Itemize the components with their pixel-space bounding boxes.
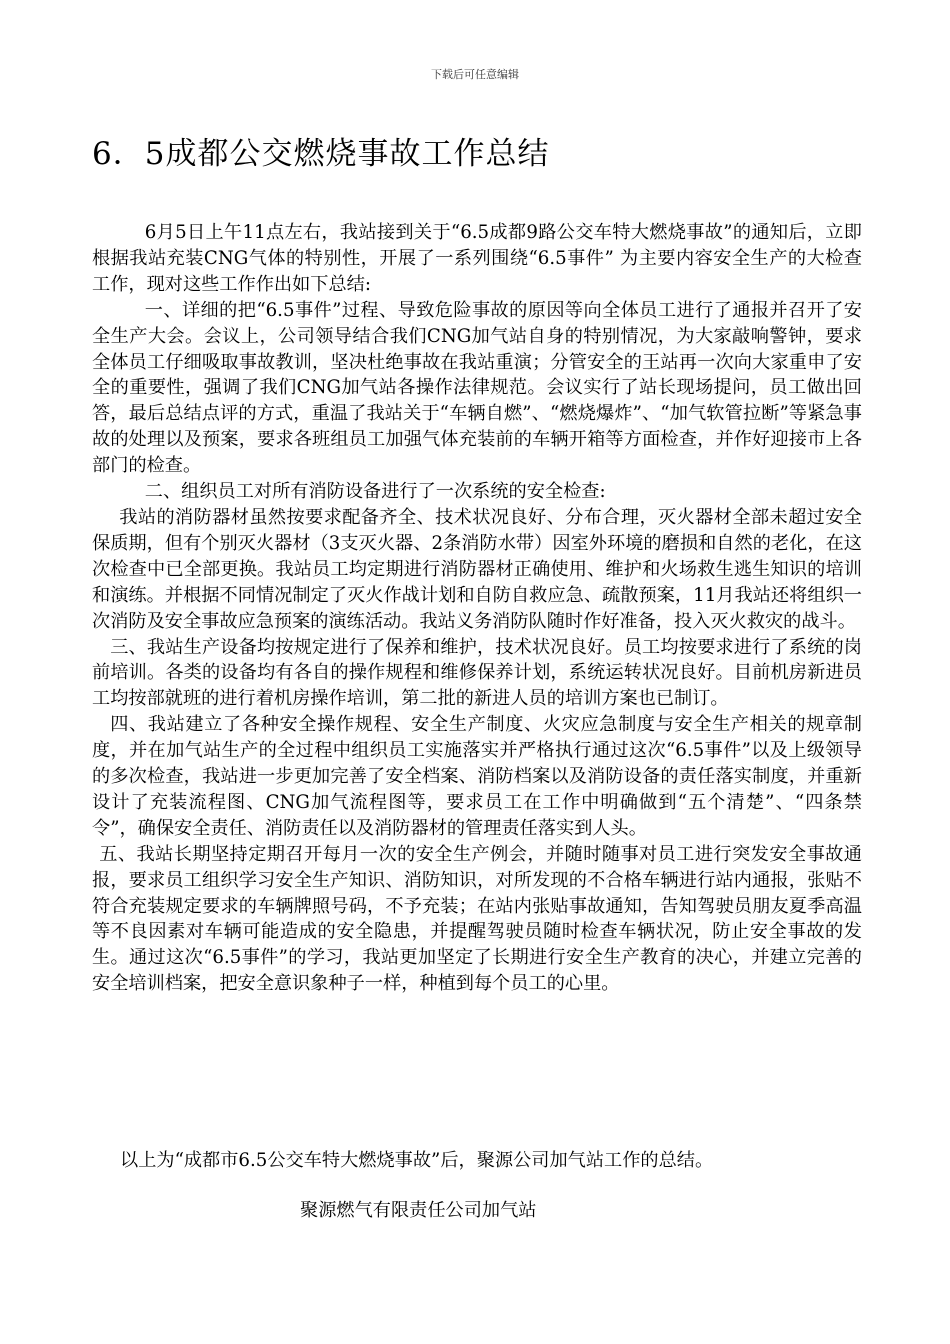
closing-statement: 以上为“成都市6.5公交车特大燃烧事故”后，聚源公司加气站工作的总结。 <box>120 1150 714 1171</box>
paragraph-section-2-heading: 二、组织员工对所有消防设备进行了一次系统的安全检查: <box>144 481 606 503</box>
paragraph-section-2-body: 我站的消防器材虽然按要求配备齐全、技术状况良好、分布合理，灭火器材全部未超过安全保质期，但有个别灭火器材（3支灭火器、2条消防水带）因室外环境的磨损和自然的老化，在这次检查中已全部更换。我站员工均定期进行消防器材正确使用、维护和火场救生逃生知识的培训和演练。并根据不同情况制定了灭火作战计划和自防自救应急、疏散预案，11月我站还将组织一次消防及安全事故应急预案的演练活动。我站义务消防队随时作好准备，投入灭火救灾的战斗。 <box>92 506 862 632</box>
paragraph-section-3: 三、我站生产设备均按规定进行了保养和维护，技术状况良好。员工均按要求进行了系统的岗前培训。各类的设备均有各自的操作规程和维修保养计划，系统运转状况良好。目前机房新进员工均按部就班的进行着机房操作培训，第二批的新进人员的培训方案也已制订。 <box>92 636 862 710</box>
paragraph-intro: 6月5日上午11点左右，我站接到关于“6.5成都9路公交车特大燃烧事故”的通知后，立即根据我站充装CNG气体的特别性，开展了一系列围绕“6.5事件” 为主要内容安全生产的大检查工作，现对这些工作作出如下总结: <box>92 222 862 295</box>
signature: 聚源燃气有限责任公司加气站 <box>300 1200 537 1221</box>
document-body <box>92 220 862 997</box>
document-title: 6．5成都公交燃烧事故工作总结 <box>92 136 550 172</box>
paragraph-section-5: 五、我站长期坚持定期召开每月一次的安全生产例会，并随时随事对员工进行突发安全事故通报，要求员工组织学习安全生产知识、消防知识，对所发现的不合格车辆进行站内通报，张贴不符合充装规定要求的车辆牌照号码，不予充装；在站内张贴事故通知，告知驾驶员朋友夏季高温等不良因素对车辆可能造成的安全隐患，并提醒驾驶员随时检查车辆状况，防止安全事故的发生。通过这次“6.5事件”的学习，我站更加坚定了长期进行安全生产教育的决心，并建立完善的安全培训档案，把安全意识象种子一样，种植到每个员工的心里。 <box>92 843 862 995</box>
paragraph-section-4: 四、我站建立了各种安全操作规程、安全生产制度、火灾应急制度与安全生产相关的规章制度，并在加气站生产的全过程中组织员工实施落实并严格执行通过这次“6.5事件”以及上级领导的多次检查，我站进一步更加完善了安全档案、消防档案以及消防设备的责任落实制度，并重新设计了充装流程图、CNG加气流程图等，要求员工在工作中明确做到“五个清楚”、“四条禁令”，确保安全责任、消防责任以及消防器材的管理责任落实到人头。 <box>92 714 862 839</box>
paragraph-section-1: 一、详细的把“6.5事件”过程、导致危险事故的原因等向全体员工进行了通报并召开了安全生产大会。会议上，公司领导结合我们CNG加气站自身的特别情况，为大家敲响警钟，要求全体员工仔细吸取事故教训，坚决杜绝事故在我站重演；分管安全的王站再一次向大家重申了安全的重要性，强调了我们CNG加气站各操作法律规范。会议实行了站长现场提问，员工做出回答，最后总结点评的方式，重温了我站关于“车辆自燃”、“燃烧爆炸”、“加气软管拉断”等紧急事故的处理以及预案，要求各班组员工加强气体充装前的车辆开箱等方面检查，并作好迎接市上各部门的检查。 <box>92 299 862 477</box>
page-header-note: 下载后可任意编辑 <box>431 68 519 81</box>
